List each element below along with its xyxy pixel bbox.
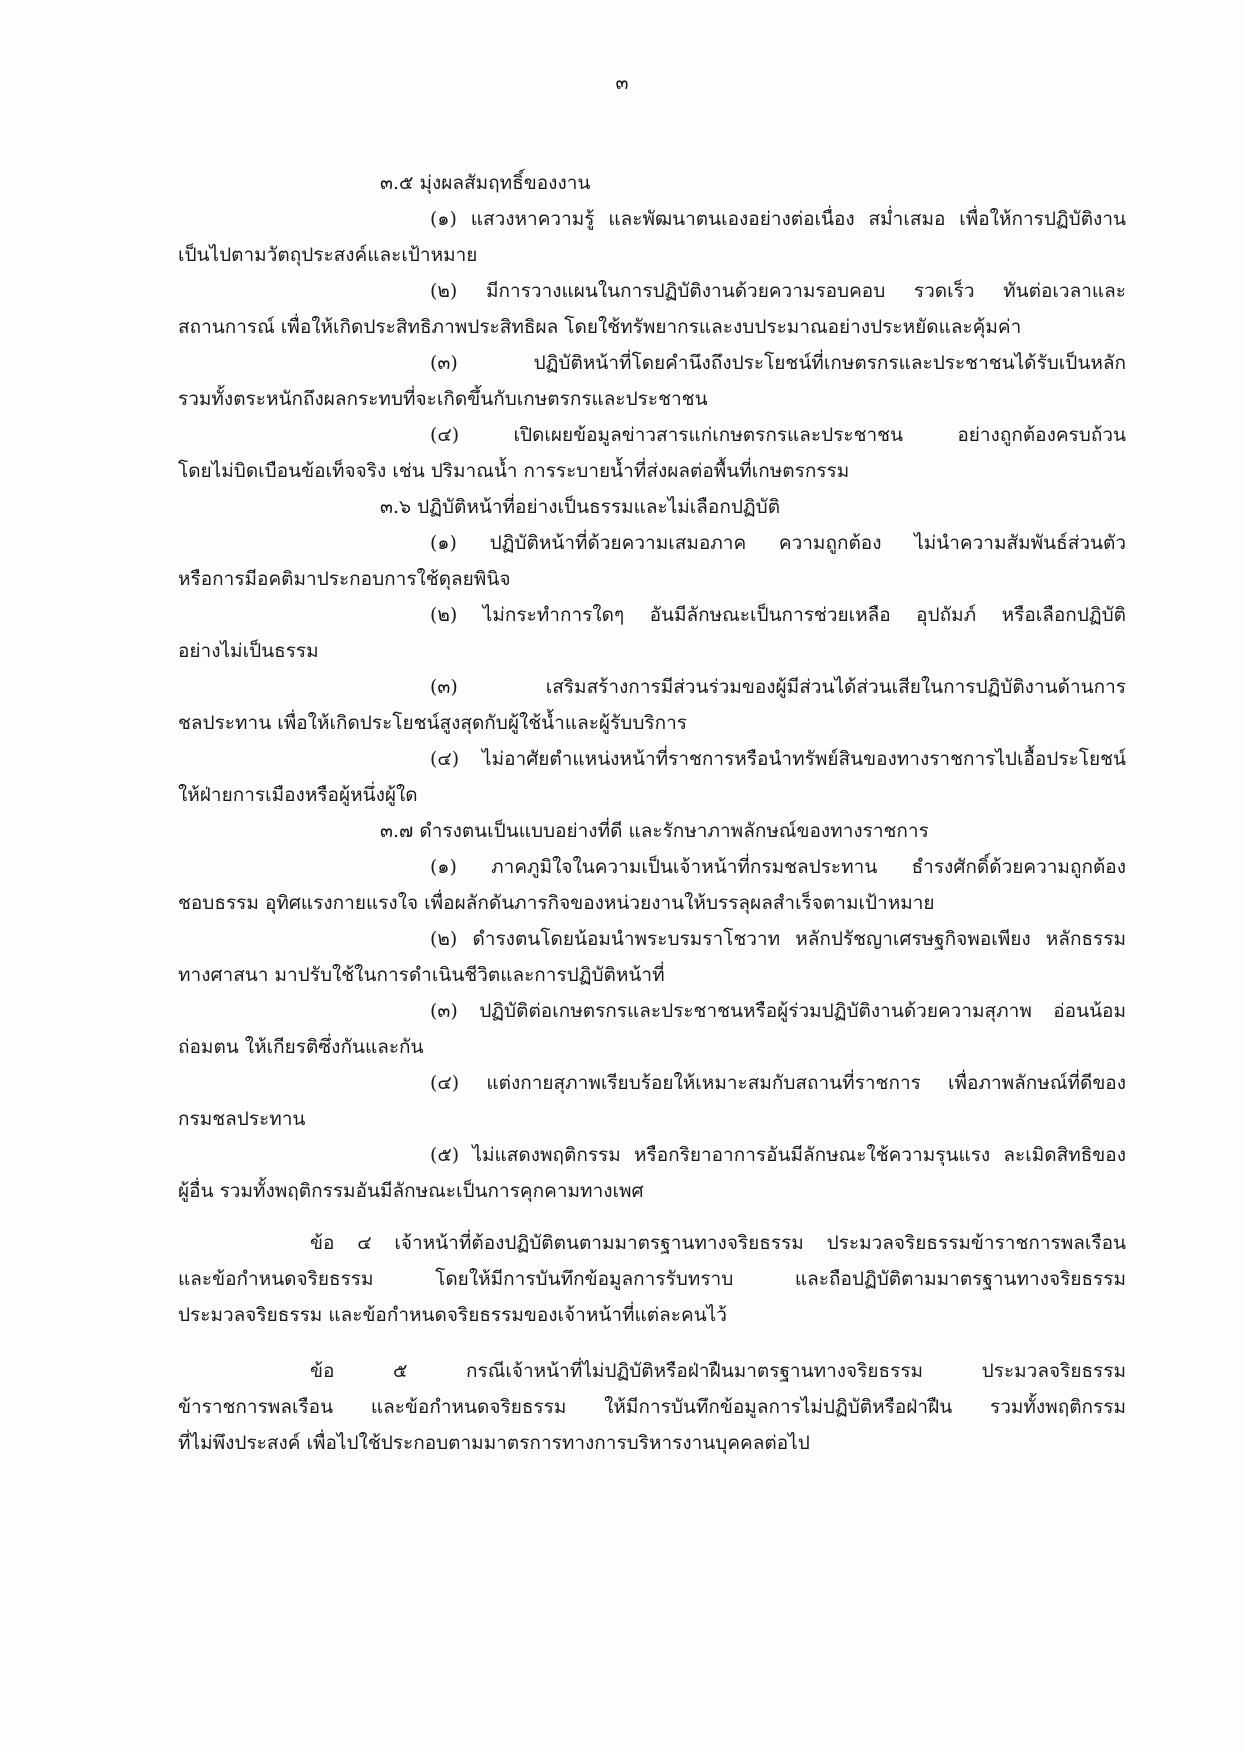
section-3-6-item-4-continuation: ให้ฝ่ายการเมืองหรือผู้หนึ่งผู้ใด: [178, 784, 418, 806]
spacer: [178, 1333, 1126, 1353]
section-3-7-item-4-continuation: กรมชลประทาน: [178, 1108, 306, 1130]
page-number: ๓: [615, 72, 629, 94]
section-3-6-heading: ๓.๖ ปฏิบัติหน้าที่อย่างเป็นธรรมและไม่เลือกปฏิบัติ: [380, 496, 781, 518]
clause-5-line-3: ที่ไม่พึงประสงค์ เพื่อไปใช้ประกอบตามมาตรการทางการบริหารงานบุคคลต่อไป: [178, 1432, 810, 1454]
section-3-7-item-5-first-line: (๕) ไม่แสดงพฤติกรรม หรือกริยาอาการอันมีลักษณะใช้ความรุนแรง ละเมิดสิทธิของ: [430, 1144, 1126, 1166]
section-3-5-item-3-continuation: รวมทั้งตระหนักถึงผลกระทบที่จะเกิดขึ้นกับเกษตรกรและประชาชน: [178, 388, 708, 410]
section-3-6-item-4-first-line: (๔) ไม่อาศัยตำแหน่งหน้าที่ราชการหรือนำทรัพย์สินของทางราชการไปเอื้อประโยชน์: [430, 748, 1126, 770]
section-3-6-item-2-first-line: (๒) ไม่กระทำการใดๆ อันมีลักษณะเป็นการช่วยเหลือ อุปถัมภ์ หรือเลือกปฏิบัติ: [430, 604, 1126, 626]
section-3-5-item-3-first-line: (๓) ปฏิบัติหน้าที่โดยคำนึงถึงประโยชน์ที่เกษตรกรและประชาชนได้รับเป็นหลัก: [430, 352, 1126, 374]
document-body: [178, 165, 1126, 1461]
clause-4-line-2: และข้อกำหนดจริยธรรม โดยให้มีการบันทึกข้อมูลการรับทราบ และถือปฏิบัติตามมาตรฐานทางจริยธรรม: [178, 1268, 1126, 1290]
section-3-7-item-1-continuation: ชอบธรรม อุทิศแรงกายแรงใจ เพื่อผลักดันภารกิจของหน่วยงานให้บรรลุผลสำเร็จตามเป้าหมาย: [178, 892, 935, 914]
section-3-6-item-3-continuation: ชลประทาน เพื่อให้เกิดประโยชน์สูงสุดกับผู้ใช้น้ำและผู้รับบริการ: [178, 712, 687, 734]
section-3-7-item-2-continuation: ทางศาสนา มาปรับใช้ในการดำเนินชีวิตและการปฏิบัติหน้าที่: [178, 964, 665, 986]
section-3-7-item-4-first-line: (๔) แต่งกายสุภาพเรียบร้อยให้เหมาะสมกับสถานที่ราชการ เพื่อภาพลักษณ์ที่ดีของ: [430, 1072, 1126, 1094]
section-3-7-item-3-continuation: ถ่อมตน ให้เกียรติซึ่งกันและกัน: [178, 1036, 424, 1058]
section-3-5-item-2-first-line: (๒) มีการวางแผนในการปฏิบัติงานด้วยความรอบคอบ รวดเร็ว ทันต่อเวลาและ: [430, 280, 1126, 302]
section-3-6-item-1-continuation: หรือการมีอคติมาประกอบการใช้ดุลยพินิจ: [178, 568, 511, 590]
section-3-5-heading: ๓.๕ มุ่งผลสัมฤทธิ์ของงาน: [380, 172, 591, 194]
section-3-7-item-2-first-line: (๒) ดำรงตนโดยน้อมนำพระบรมราโชวาท หลักปรัชญาเศรษฐกิจพอเพียง หลักธรรม: [430, 928, 1126, 950]
section-3-6-item-3-first-line: (๓) เสริมสร้างการมีส่วนร่วมของผู้มีส่วนได้ส่วนเสียในการปฏิบัติงานด้านการ: [430, 676, 1126, 698]
clause-4-line-3: ประมวลจริยธรรม และข้อกำหนดจริยธรรมของเจ้าหน้าที่แต่ละคนไว้: [178, 1304, 727, 1326]
clause-5-line-2: ข้าราชการพลเรือน และข้อกำหนดจริยธรรม ให้มีการบันทึกข้อมูลการไม่ปฏิบัติหรือฝ่าฝืน รวมทั้งพฤติกรรม: [178, 1396, 1126, 1418]
clause-5-line-1: ข้อ ๕ กรณีเจ้าหน้าที่ไม่ปฏิบัติหรือฝ่าฝืนมาตรฐานทางจริยธรรม ประมวลจริยธรรม: [310, 1360, 1126, 1382]
section-3-7-item-1-first-line: (๑) ภาคภูมิใจในความเป็นเจ้าหน้าที่กรมชลประทาน ธำรงศักดิ์ด้วยความถูกต้อง: [430, 856, 1126, 878]
section-3-7-item-5-continuation: ผู้อื่น รวมทั้งพฤติกรรมอันมีลักษณะเป็นการคุกคามทางเพศ: [178, 1180, 644, 1202]
spacer: [178, 1209, 1126, 1225]
section-3-5-item-4-first-line: (๔) เปิดเผยข้อมูลข่าวสารแก่เกษตรกรและประชาชน อย่างถูกต้องครบถ้วน: [430, 424, 1126, 446]
section-3-5-item-1-continuation: เป็นไปตามวัตถุประสงค์และเป้าหมาย: [178, 244, 478, 266]
section-3-6-item-1-first-line: (๑) ปฏิบัติหน้าที่ด้วยความเสมอภาค ความถูกต้อง ไม่นำความสัมพันธ์ส่วนตัว: [430, 532, 1126, 554]
section-3-6-item-2-continuation: อย่างไม่เป็นธรรม: [178, 640, 319, 662]
section-3-5-item-1-first-line: (๑) แสวงหาความรู้ และพัฒนาตนเองอย่างต่อเนื่อง สม่ำเสมอ เพื่อให้การปฏิบัติงาน: [430, 208, 1126, 230]
section-3-7-heading: ๓.๗ ดำรงตนเป็นแบบอย่างที่ดี และรักษาภาพลักษณ์ของทางราชการ: [380, 820, 929, 842]
clause-4-line-1: ข้อ ๔ เจ้าหน้าที่ต้องปฏิบัติตนตามมาตรฐานทางจริยธรรม ประมวลจริยธรรมข้าราชการพลเรือน: [310, 1232, 1126, 1254]
section-3-5-item-2-continuation: สถานการณ์ เพื่อให้เกิดประสิทธิภาพประสิทธิผล โดยใช้ทรัพยากรและงบประมาณอย่างประหยัดและคุ้มค่า: [178, 316, 1022, 338]
section-3-5-item-4-continuation: โดยไม่บิดเบือนข้อเท็จจริง เช่น ปริมาณน้ำ การระบายน้ำที่ส่งผลต่อพื้นที่เกษตรกรรม: [178, 460, 850, 482]
section-3-7-item-3-first-line: (๓) ปฏิบัติต่อเกษตรกรและประชาชนหรือผู้ร่วมปฏิบัติงานด้วยความสุภาพ อ่อนน้อม: [430, 1000, 1126, 1022]
